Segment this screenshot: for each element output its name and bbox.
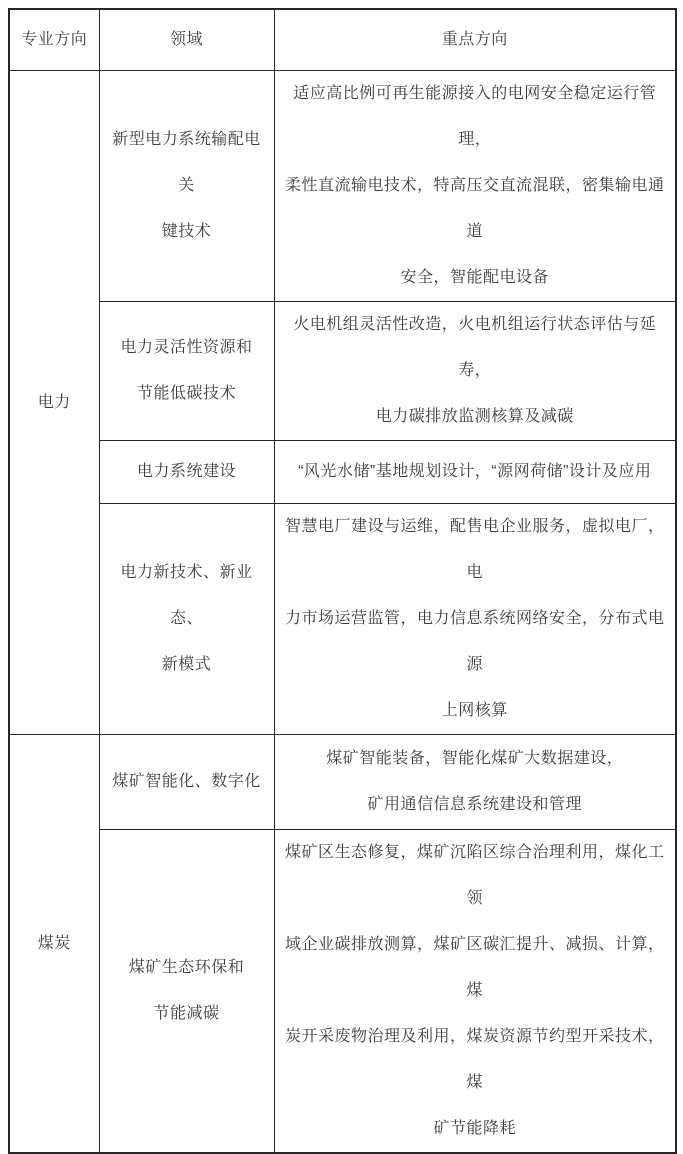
field-cell: 煤矿智能化、数字化 bbox=[99, 735, 274, 830]
table-row bbox=[9, 71, 676, 302]
focus-cell: 火电机组灵活性改造，火电机组运行状态评估与延寿， 电力碳排放监测核算及减碳 bbox=[274, 302, 676, 441]
focus-cell: 煤矿智能装备，智能化煤矿大数据建设， 矿用通信信息系统建设和管理 bbox=[274, 735, 676, 830]
focus-cell: 煤矿区生态修复，煤矿沉陷区综合治理利用，煤化工领 域企业碳排放测算，煤矿区碳汇提升、减损、计算，煤 炭开采废物治理及利用，煤炭资源节约型开采技术，煤 矿节能降耗 bbox=[274, 830, 676, 1154]
field-cell: 电力新技术、新业态、 新模式 bbox=[99, 504, 274, 735]
field-cell: 电力系统建设 bbox=[99, 441, 274, 504]
table-header bbox=[9, 9, 676, 71]
header-field: 领域 bbox=[99, 9, 274, 71]
field-cell: 新型电力系统输配电关 键技术 bbox=[99, 71, 274, 302]
focus-cell: 智慧电厂建设与运维，配售电企业服务，虚拟电厂，电 力市场运营监管，电力信息系统网络安全，分布式电源 上网核算 bbox=[274, 504, 676, 735]
header-key-direction: 重点方向 bbox=[274, 9, 676, 71]
table-row bbox=[9, 735, 676, 830]
header-row bbox=[9, 9, 676, 71]
focus-cell: 适应高比例可再生能源接入的电网安全稳定运行管理， 柔性直流输电技术，特高压交直流混联，密集输电通道 安全，智能配电设备 bbox=[274, 71, 676, 302]
table-row bbox=[9, 830, 676, 1154]
table-row bbox=[9, 441, 676, 504]
field-cell: 煤矿生态环保和 节能减碳 bbox=[99, 830, 274, 1154]
focus-cell: “风光水储”基地规划设计，“源网荷储”设计及应用 bbox=[274, 441, 676, 504]
header-major-direction: 专业方向 bbox=[9, 9, 99, 71]
category-cell: 煤炭 bbox=[9, 735, 99, 1154]
training-directions-table bbox=[8, 8, 677, 1154]
field-cell: 电力灵活性资源和 节能低碳技术 bbox=[99, 302, 274, 441]
table-row bbox=[9, 302, 676, 441]
table-body bbox=[9, 71, 676, 1154]
table-row bbox=[9, 504, 676, 735]
category-cell: 电力 bbox=[9, 71, 99, 735]
